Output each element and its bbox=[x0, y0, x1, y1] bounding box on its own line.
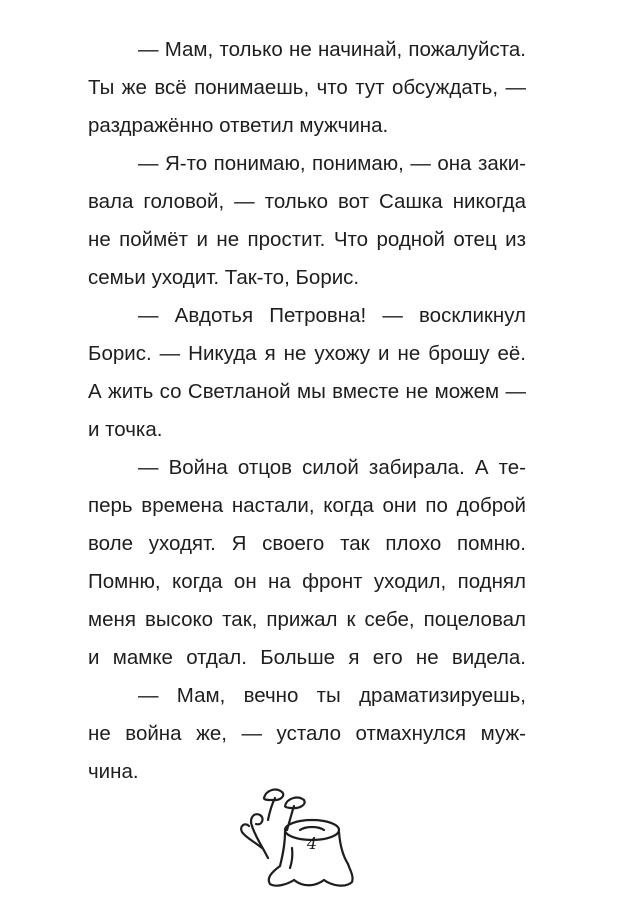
text-line-content: не война же, — устало отмахнулся муж- bbox=[88, 722, 526, 745]
text-line-content: перь времена настали, когда они по доброй bbox=[88, 494, 526, 517]
text-line-content: и мамке отдал. Больше я его не видела. bbox=[88, 646, 526, 669]
text-line-content: Помню, когда он на фронт уходил, поднял bbox=[88, 570, 526, 593]
text-line-content: чина. bbox=[88, 760, 139, 783]
text-line-content: Ты же всё понимаешь, что тут обсуждать, — bbox=[88, 76, 526, 99]
text-line-content: раздражённо ответил мужчина. bbox=[88, 114, 389, 137]
text-line-content: воле уходят. Я своего так плохо помню. bbox=[88, 532, 526, 555]
text-line-content: — Мам, только не начинай, пожалуйста. bbox=[138, 38, 526, 61]
text-line-content: Борис. — Никуда я не ухожу и не брошу её. bbox=[88, 342, 526, 365]
text-line-content: вала головой, — только вот Сашка никогда bbox=[88, 190, 526, 213]
text-line-content: семьи уходит. Так-то, Борис. bbox=[88, 266, 360, 289]
text-line-content: — Мам, вечно ты драматизируешь, bbox=[138, 684, 526, 707]
text-line-content: — Авдотья Петровна! — воскликнул bbox=[138, 304, 526, 327]
text-line-content: А жить со Светланой мы вместе не можем — bbox=[88, 380, 526, 403]
page-number: 4 bbox=[306, 834, 318, 853]
text-line-content: не поймёт и не простит. Что родной отец из bbox=[88, 228, 526, 251]
text-line-content: — Война отцов силой забирала. А те- bbox=[138, 456, 526, 479]
text-line-content: и точка. bbox=[88, 418, 163, 441]
text-line-content: — Я-то понимаю, понимаю, — она заки- bbox=[138, 152, 526, 175]
text-line-content: меня высоко так, прижал к себе, поцеловал bbox=[88, 608, 526, 631]
